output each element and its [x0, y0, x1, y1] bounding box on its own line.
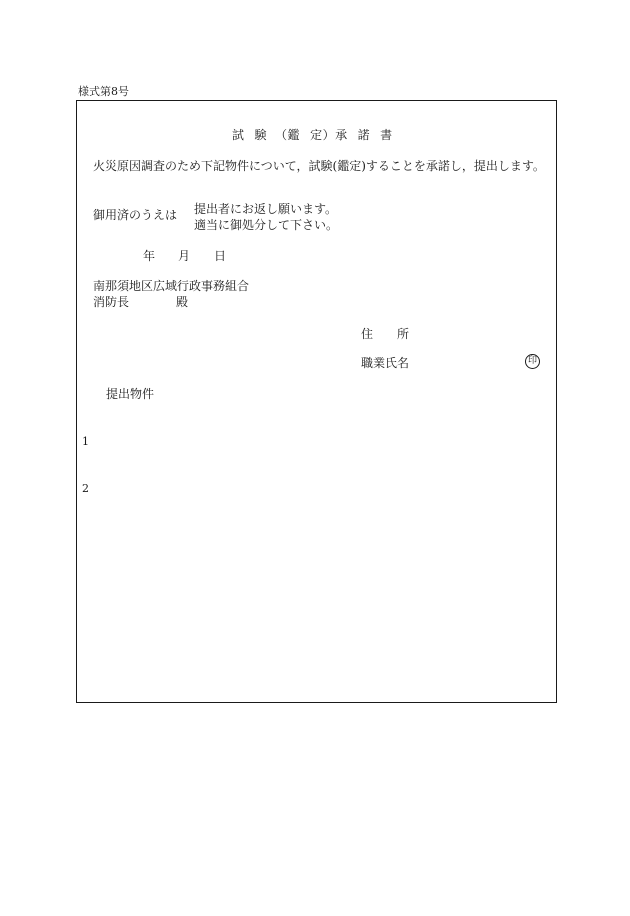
items-heading: 提出物件 — [106, 387, 155, 401]
after-use-label: 御用済のうえは — [93, 208, 178, 222]
recipient-honorific: 殿 — [176, 295, 189, 309]
date-month-label: 月 — [178, 249, 191, 263]
title-char: 験 — [254, 128, 268, 142]
recipient-organization: 南那須地区広域行政事務組合 — [93, 279, 250, 293]
item-number: 2 — [82, 482, 89, 495]
recipient-title: 消防長 — [93, 295, 130, 309]
title-char: （ — [275, 128, 288, 142]
form-number: 様式第8号 — [78, 85, 129, 98]
item-number: 1 — [82, 435, 89, 448]
name-label: 職業氏名 — [361, 356, 410, 370]
address-label-char: 住 — [361, 327, 374, 341]
title-char: 鑑 — [287, 128, 301, 142]
seal-mark: 印 — [525, 354, 540, 369]
date-day-label: 日 — [214, 249, 227, 263]
intro-text: 火災原因調査のため下記物件について，試験(鑑定)することを承諾し，提出します。 — [93, 159, 545, 173]
date-year-label: 年 — [143, 249, 156, 263]
form-frame — [76, 100, 557, 703]
title-char: 書 — [380, 128, 393, 142]
title-char: 承 — [335, 128, 348, 142]
title-char: 試 — [232, 128, 245, 142]
address-label — [361, 328, 409, 340]
title-char: ） — [322, 128, 336, 142]
after-use-option-return: 提出者にお返し願います。 — [194, 202, 338, 216]
form-title — [232, 129, 393, 141]
address-label-char: 所 — [397, 327, 410, 341]
after-use-option-dispose: 適当に御処分して下さい。 — [194, 218, 339, 232]
title-char: 諾 — [357, 128, 371, 142]
title-char: 定 — [310, 128, 323, 142]
